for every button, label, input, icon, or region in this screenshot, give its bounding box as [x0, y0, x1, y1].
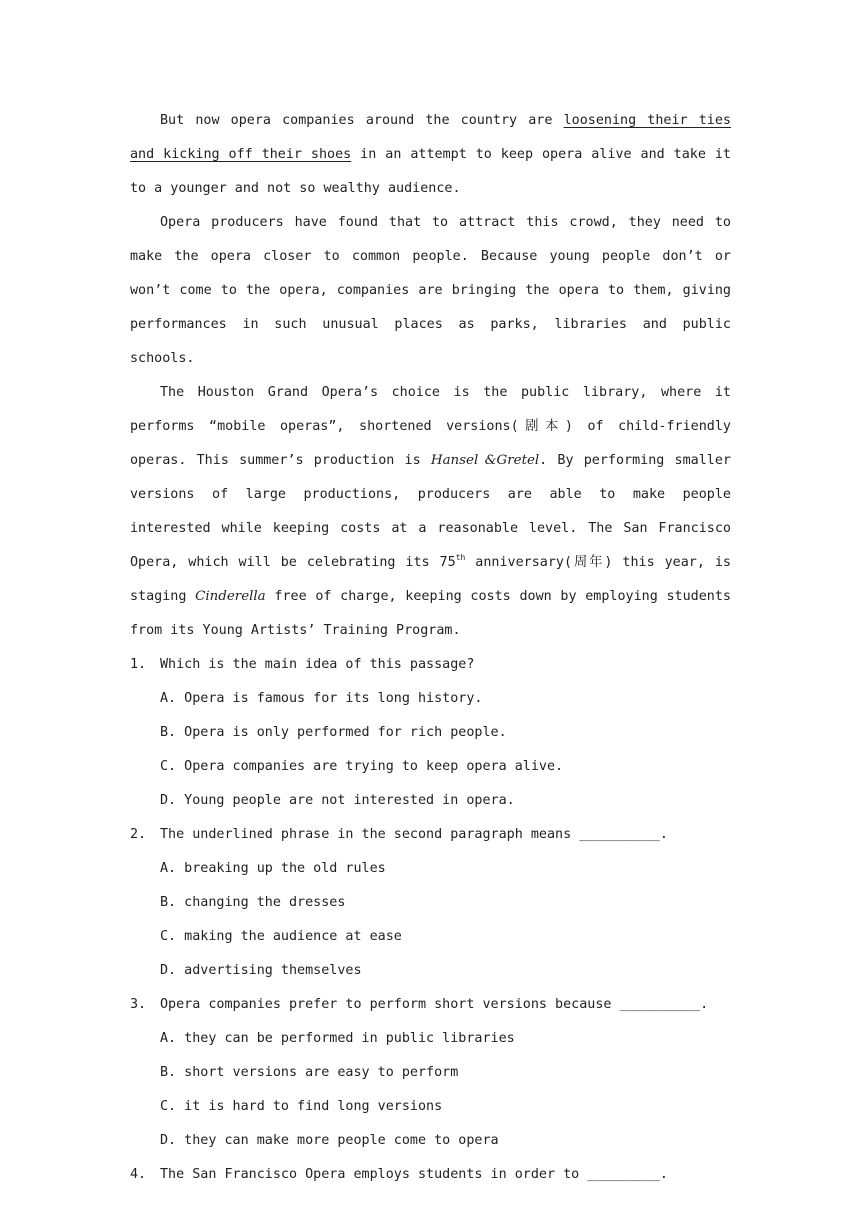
question-2: [130, 818, 731, 852]
paragraph-3-text-d: free of charge, keeping costs down by employing students from its Young Artists’ Training Program.: [130, 589, 731, 638]
option-d: D. they can make more people come to opera: [160, 1133, 499, 1148]
question-number: 4.: [130, 1167, 147, 1182]
question-number: 1.: [130, 657, 147, 672]
option-a: A. breaking up the old rules: [160, 861, 386, 876]
paragraph-1: [130, 104, 731, 206]
option-b: B. Opera is only performed for rich people.: [160, 725, 507, 740]
question-stem: The underlined phrase in the second paragraph means __________.: [160, 827, 668, 842]
paragraph-3-text-c: anniversary(周年) this year, is staging: [130, 555, 731, 604]
document-page: [130, 104, 731, 1192]
paragraph-1-lead: But now opera companies around the country are: [160, 113, 564, 128]
underlined-phrase: loosening their ties and kicking off their shoes: [130, 113, 731, 162]
question-4: [130, 1158, 731, 1192]
option-a: A. Opera is famous for its long history.: [160, 691, 483, 706]
paragraph-1-tail: in an attempt to keep opera alive and take it to a younger and not so wealthy audience.: [130, 147, 731, 196]
question-number: 2.: [130, 827, 147, 842]
ordinal-superscript: th: [455, 553, 466, 562]
option-b: B. changing the dresses: [160, 895, 346, 910]
paragraph-3-text-a: The Houston Grand Opera’s choice is the public library, where it performs “mobile operas”, shortened versions(剧本) of child-friendly operas. This summer’s production is: [130, 385, 731, 468]
question-3: [130, 988, 731, 1022]
option-c: C. Opera companies are trying to keep opera alive.: [160, 759, 564, 774]
question-1: [130, 648, 731, 682]
paragraph-3: [130, 376, 731, 648]
option-b: B. short versions are easy to perform: [160, 1065, 459, 1080]
question-stem: Which is the main idea of this passage?: [160, 657, 475, 672]
title-hansel-gretel: Hansel &Gretel: [430, 453, 540, 468]
question-stem: Opera companies prefer to perform short versions because __________.: [160, 997, 709, 1012]
title-cinderella: Cinderella: [195, 589, 266, 604]
question-number: 3.: [130, 997, 147, 1012]
option-c: C. it is hard to find long versions: [160, 1099, 443, 1114]
option-c: C. making the audience at ease: [160, 929, 402, 944]
paragraph-2: Opera producers have found that to attract this crowd, they need to make the opera closer to common people. Because young people don’t or won’t come to the opera, companies are bringing the opera to them, giving performances in such unusual places as parks, libraries and public schools.: [130, 215, 731, 366]
option-d: D. Young people are not interested in opera.: [160, 793, 515, 808]
option-a: A. they can be performed in public libraries: [160, 1031, 515, 1046]
paragraph-3-text-b: . By performing smaller versions of large productions, producers are able to make people interested while keeping costs at a reasonable level. The San Francisco Opera, which will be celebrating its 75: [130, 453, 731, 570]
option-d: D. advertising themselves: [160, 963, 362, 978]
question-stem: The San Francisco Opera employs students in order to _________.: [160, 1167, 668, 1182]
